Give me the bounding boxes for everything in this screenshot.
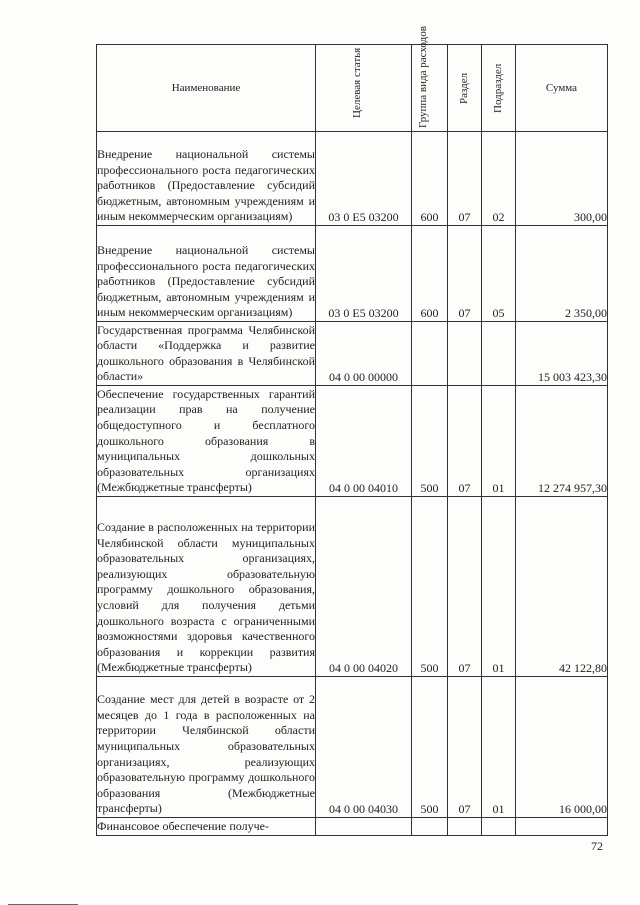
- row-group: 500: [412, 497, 448, 677]
- row-name: Государственная программа Челябинской области «Поддержка и развитие дошкольного образования в Челябинской области»: [97, 322, 316, 386]
- row-target: 04 0 00 04030: [316, 677, 412, 818]
- header-target: Целевая статья: [316, 45, 412, 132]
- row-target: [316, 818, 412, 836]
- row-group: 500: [412, 386, 448, 497]
- header-sum: Сумма: [516, 45, 608, 132]
- row-section: 07: [448, 226, 482, 322]
- row-group: 600: [412, 226, 448, 322]
- table-row: [97, 322, 608, 386]
- row-group: 500: [412, 677, 448, 818]
- row-group: 600: [412, 132, 448, 226]
- row-section: 07: [448, 132, 482, 226]
- table-row: [97, 497, 608, 677]
- row-name: Внедрение национальной системы профессионального роста педагогических работников (Предоставление субсидий бюджетным, автономным учреждениям и иным некоммерческим организациям): [97, 132, 316, 226]
- row-section: [448, 322, 482, 386]
- table-row: [97, 226, 608, 322]
- row-section: 07: [448, 677, 482, 818]
- row-sum: 16 000,00: [516, 677, 608, 818]
- header-section: Раздел: [448, 45, 482, 132]
- row-section: 07: [448, 386, 482, 497]
- header-group: Группа вида расходов: [412, 45, 448, 132]
- row-sum: 42 122,80: [516, 497, 608, 677]
- header-subsection: Подраздел: [482, 45, 516, 132]
- row-subsection: 01: [482, 497, 516, 677]
- row-sum: [516, 818, 608, 836]
- row-section: 07: [448, 497, 482, 677]
- table-header-row: [97, 45, 608, 132]
- row-target: 03 0 Е5 03200: [316, 226, 412, 322]
- row-group: [412, 322, 448, 386]
- row-target: 03 0 Е5 03200: [316, 132, 412, 226]
- row-subsection: 01: [482, 677, 516, 818]
- budget-table: [96, 26, 608, 836]
- row-name: Финансовое обеспечение получе-: [97, 818, 316, 836]
- row-sum: 2 350,00: [516, 226, 608, 322]
- row-section: [448, 818, 482, 836]
- row-target: 04 0 00 04020: [316, 497, 412, 677]
- row-name: Обеспечение государственных гарантий реализации прав на получение общедоступного и бесплатного дошкольного образования в муниципальных дошкольных образовательных организациях (Межбюджетные трансферты): [97, 386, 316, 497]
- table-row: [97, 677, 608, 818]
- row-subsection: 01: [482, 386, 516, 497]
- table-row: [97, 386, 608, 497]
- row-target: 04 0 00 00000: [316, 322, 412, 386]
- row-group: [412, 818, 448, 836]
- row-name: Создание мест для детей в возрасте от 2 месяцев до 1 года в расположенных на территории Челябинской области муниципальных образовательных организациях, реализующих образовательную программу дошкольного образования (Межбюджетные трансферты): [97, 677, 316, 818]
- row-sum: 12 274 957,30: [516, 386, 608, 497]
- row-name: Внедрение национальной системы профессионального роста педагогических работников (Предоставление субсидий бюджетным, автономным учреждениям и иным некоммерческим организациям): [97, 226, 316, 322]
- row-target: 04 0 00 04010: [316, 386, 412, 497]
- row-name: Создание в расположенных на территории Челябинской области муниципальных образовательных организациях, реализующих образовательную программу дошкольного образования, условий для получения детьми дошкольного возраста с ограниченными возможностями здоровья качественного образования и коррекции развития (Межбюджетные трансферты): [97, 497, 316, 677]
- header-name: Наименование: [97, 45, 316, 132]
- page-number: 72: [591, 839, 603, 853]
- table-row: [97, 132, 608, 226]
- row-sum: 300,00: [516, 132, 608, 226]
- table-row: [97, 818, 608, 836]
- row-subsection: 05: [482, 226, 516, 322]
- row-subsection: [482, 818, 516, 836]
- row-sum: 15 003 423,30: [516, 322, 608, 386]
- row-subsection: 02: [482, 132, 516, 226]
- row-subsection: [482, 322, 516, 386]
